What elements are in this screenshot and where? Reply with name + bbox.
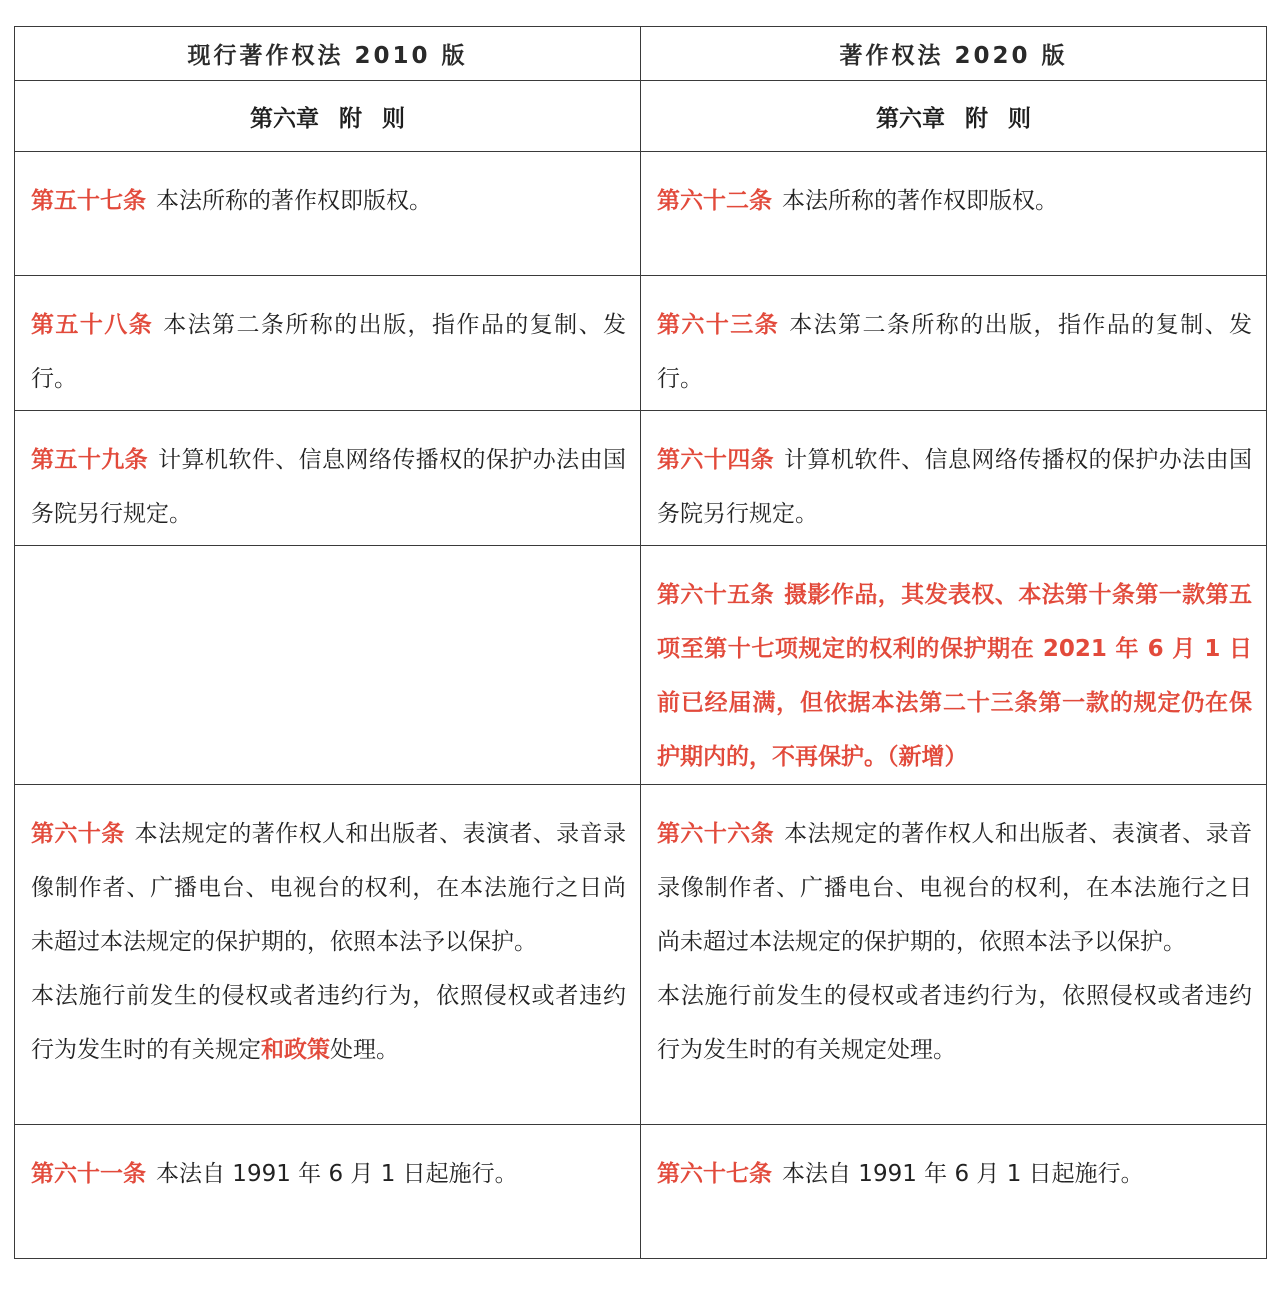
article-text-para2: 本法施行前发生的侵权或者违约行为，依照侵权或者违约行为发生时的有关规定	[31, 983, 626, 1063]
article-number: 第六十二条	[657, 188, 772, 214]
article-text: 本法规定的著作权人和出版者、表演者、录音录像制作者、广播电台、电视台的权利，在本法施行之日尚未超过本法规定的保护期的，依照本法予以保护。	[657, 821, 1253, 955]
article-number: 第五十七条	[31, 188, 146, 214]
chapter-right-word1: 附	[965, 105, 988, 132]
article-number: 第六十三条	[657, 312, 780, 338]
comparison-table	[14, 26, 1267, 1259]
article-text: 本法第二条所称的出版，指作品的复制、发行。	[31, 312, 627, 392]
header-row	[15, 27, 1267, 81]
chapter-left-word2: 则	[382, 105, 405, 132]
chapter-right	[641, 81, 1267, 152]
right-cell	[641, 411, 1267, 546]
table-row	[15, 1125, 1267, 1259]
left-cell-empty	[15, 546, 641, 785]
header-right	[641, 27, 1267, 81]
article-text: 本法规定的著作权人和出版者、表演者、录音录像制作者、广播电台、电视台的权利，在本法施行之日尚未超过本法规定的保护期的，依照本法予以保护。	[31, 821, 627, 955]
header-left-title: 现行著作权法 2010 版	[187, 43, 468, 69]
article-number: 第五十九条	[31, 447, 149, 473]
chapter-row	[15, 81, 1267, 152]
new-article-text: 摄影作品，其发表权、本法第十条第一款第五项至第十七项规定的权利的保护期在 2021 年 6 月 1 日前已经届满，但依据本法第二十三条第一款的规定仍在保护期内的，不再保护。（新增）	[657, 582, 1253, 770]
deleted-highlight: 和政策	[261, 1037, 330, 1063]
article-text-para2-end: 处理。	[330, 1037, 399, 1063]
right-cell	[641, 1125, 1267, 1259]
article-number: 第六十一条	[31, 1161, 146, 1187]
table-row	[15, 152, 1267, 276]
chapter-left-word1: 附	[339, 105, 362, 132]
chapter-left	[15, 81, 641, 152]
article-text: 本法所称的著作权即版权。	[156, 188, 432, 214]
right-cell	[641, 785, 1267, 1125]
article-text: 计算机软件、信息网络传播权的保护办法由国务院另行规定。	[657, 447, 1253, 527]
table-row	[15, 276, 1267, 411]
chapter-right-word2: 则	[1008, 105, 1031, 132]
left-cell	[15, 411, 641, 546]
article-number: 第六十六条	[657, 821, 775, 847]
table-row	[15, 546, 1267, 785]
article-number: 第六十条	[31, 821, 125, 847]
article-text: 本法自 1991 年 6 月 1 日起施行。	[782, 1161, 1144, 1187]
left-cell	[15, 152, 641, 276]
article-number: 第六十四条	[657, 447, 775, 473]
left-cell	[15, 1125, 641, 1259]
table-row	[15, 411, 1267, 546]
header-right-title: 著作权法 2020 版	[839, 43, 1068, 69]
chapter-right-name: 第六章	[876, 105, 945, 132]
article-text-para2: 本法施行前发生的侵权或者违约行为，依照侵权或者违约行为发生时的有关规定处理。	[657, 983, 1252, 1063]
article-text: 计算机软件、信息网络传播权的保护办法由国务院另行规定。	[31, 447, 627, 527]
right-cell-new-article	[641, 546, 1267, 785]
right-cell	[641, 276, 1267, 411]
article-text: 本法自 1991 年 6 月 1 日起施行。	[156, 1161, 518, 1187]
right-cell	[641, 152, 1267, 276]
left-cell	[15, 785, 641, 1125]
article-number: 第六十五条	[657, 582, 775, 608]
table-row	[15, 785, 1267, 1125]
article-number: 第五十八条	[31, 312, 154, 338]
article-text: 本法所称的著作权即版权。	[782, 188, 1058, 214]
article-number: 第六十七条	[657, 1161, 772, 1187]
left-cell	[15, 276, 641, 411]
chapter-left-name: 第六章	[250, 105, 319, 132]
header-left	[15, 27, 641, 81]
article-text: 本法第二条所称的出版，指作品的复制、发行。	[657, 312, 1253, 392]
